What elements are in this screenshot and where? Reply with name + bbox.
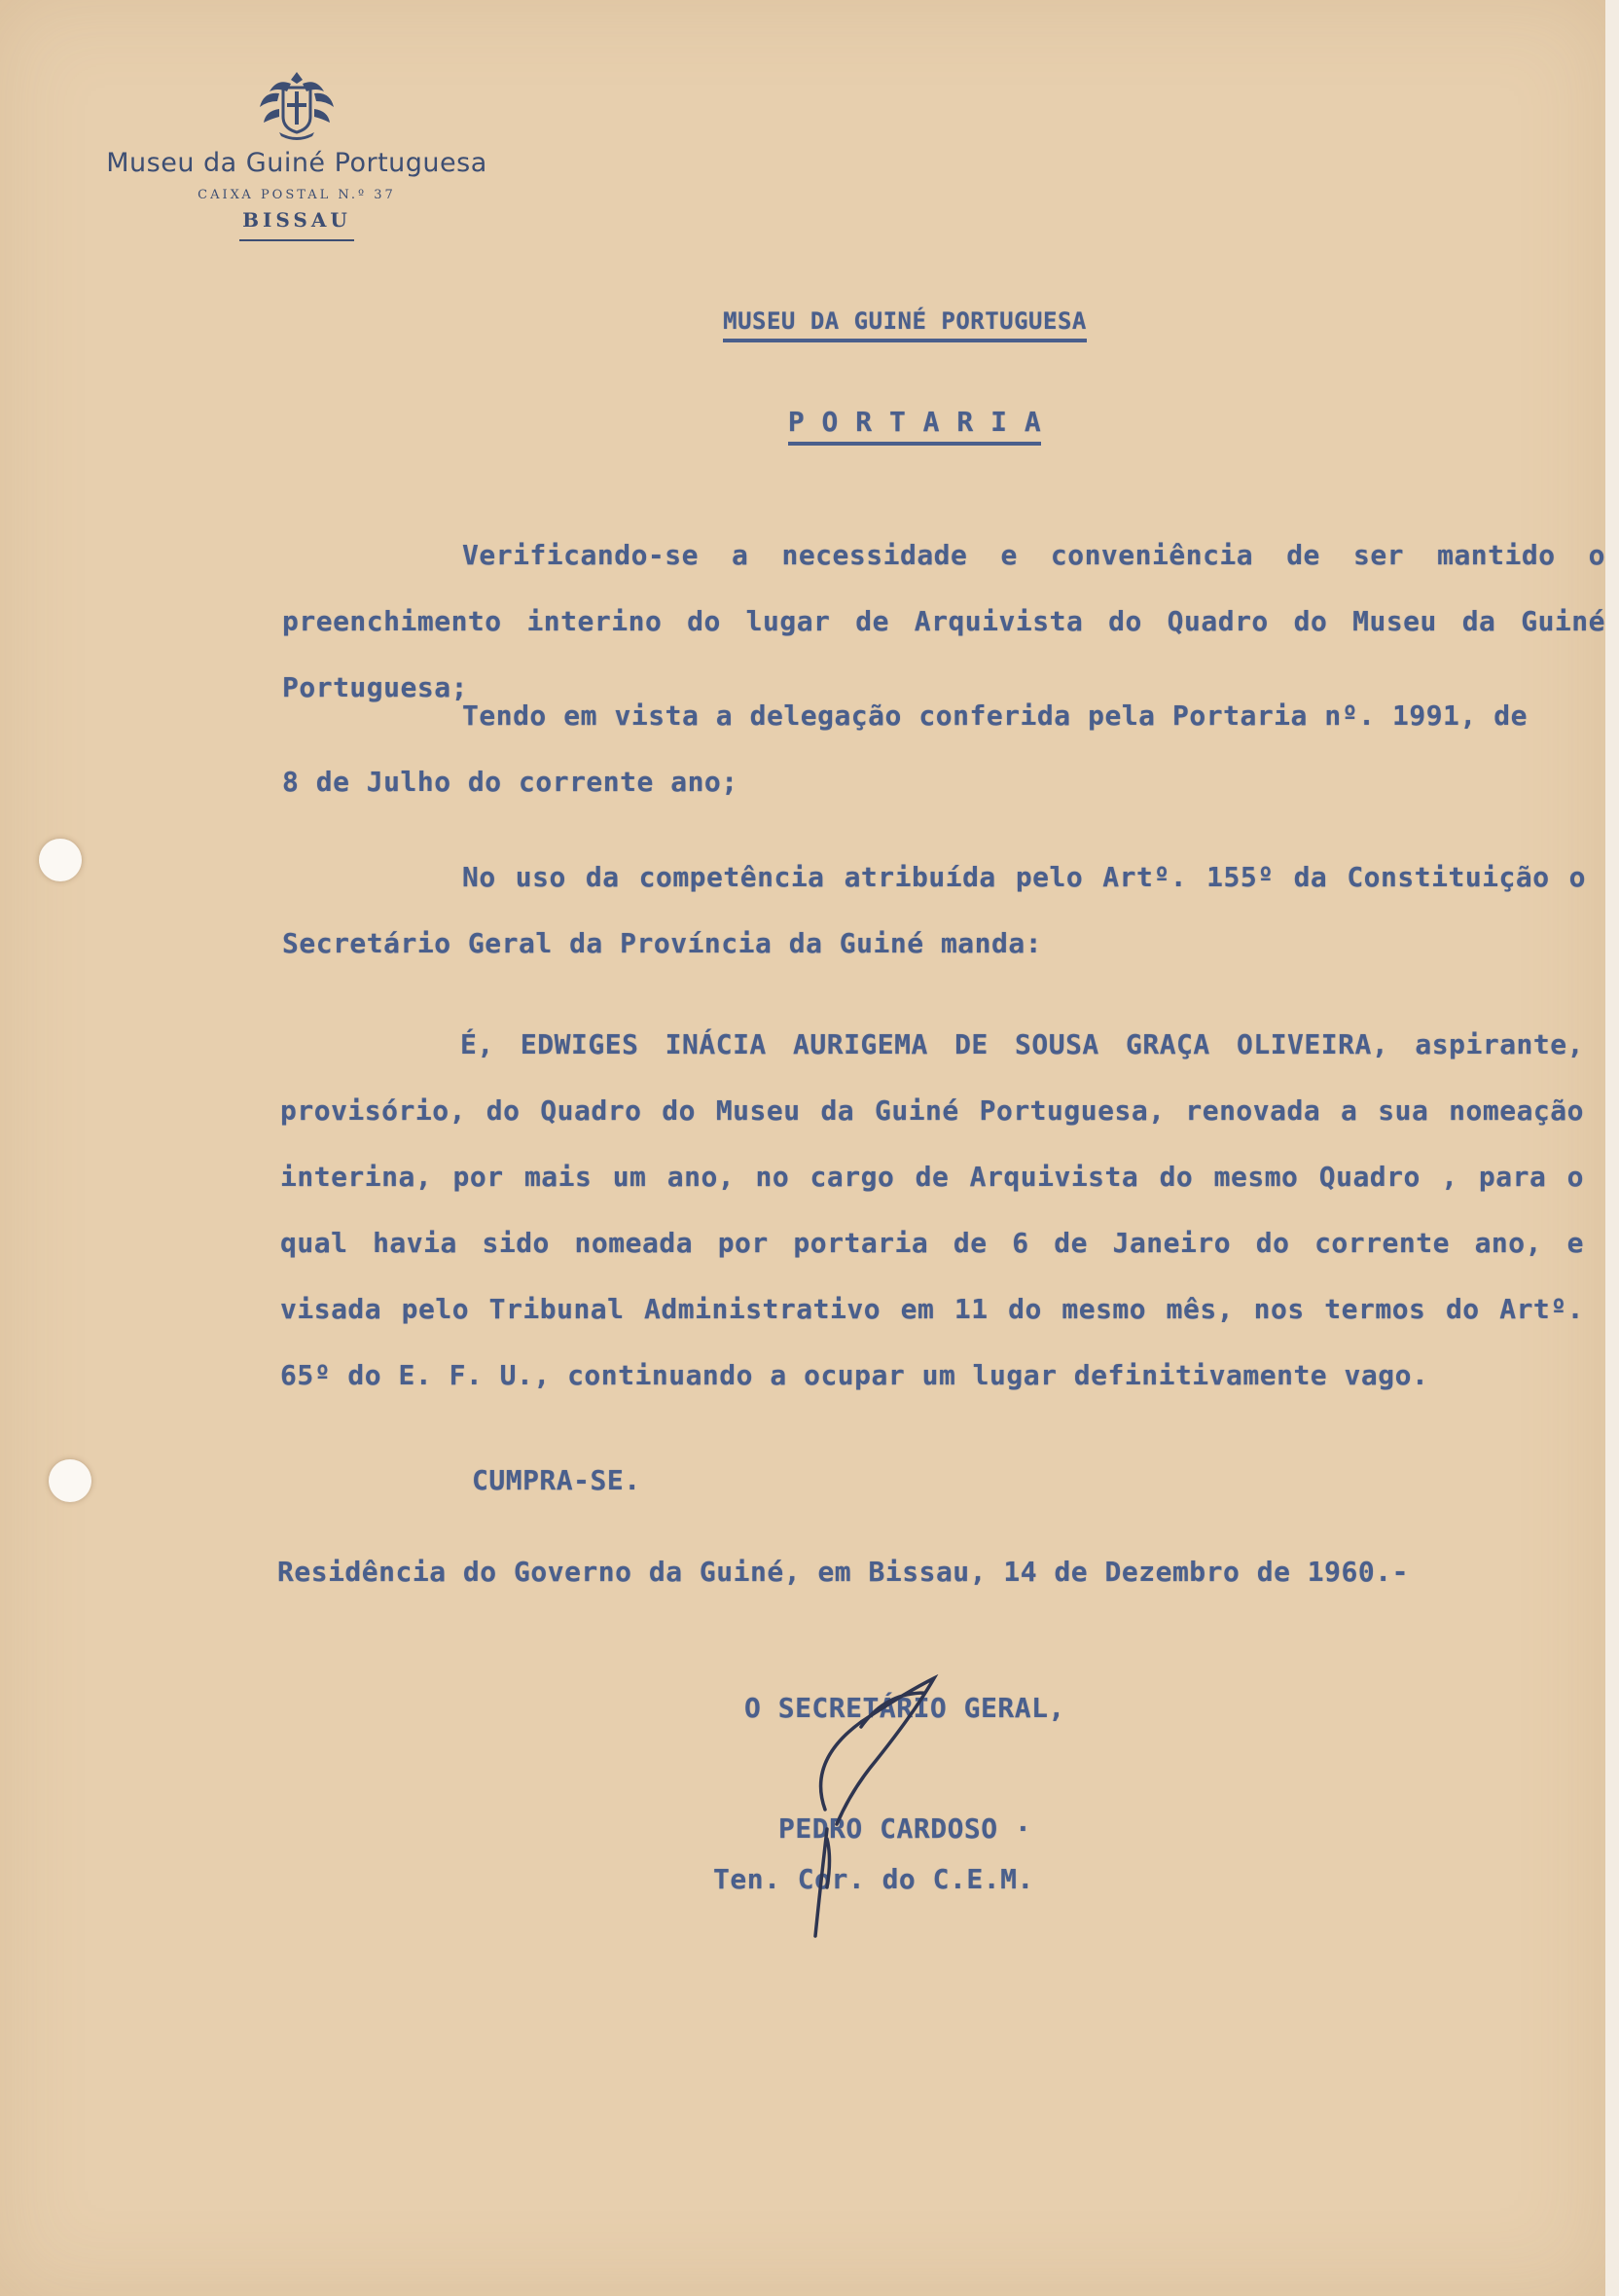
coat-of-arms-icon — [250, 68, 343, 142]
document-header — [564, 288, 1245, 354]
signatory-name: PEDRO CARDOSO · — [778, 1812, 1032, 1845]
signatory-rank: Ten. Cor. do C.E.M. — [713, 1863, 1034, 1895]
title-text: P O R T A R I A — [788, 406, 1041, 446]
letterhead-divider — [239, 239, 354, 241]
letterhead — [68, 68, 525, 241]
closing: CUMPRA-SE. — [472, 1464, 641, 1496]
place-date: Residência do Governo da Guiné, em Bissau, 14 de Dezembro de 1960.- — [277, 1556, 1409, 1588]
document-title — [623, 389, 1206, 455]
punch-hole-bottom — [49, 1459, 91, 1502]
header-text: MUSEU DA GUINÉ PORTUGUESA — [723, 307, 1087, 342]
paragraph-1: Verificando-se a necessidade e conveniência de ser mantido o preenchimento interino do lugar de Arquivista do Quadro do Museu da Guiné Portuguesa; — [282, 539, 1605, 703]
paragraph-2: Tendo em vista a delegação conferida pela Portaria nº. 1991, de 8 de Julho do corrente ano; — [282, 700, 1528, 798]
paragraph-4: É, EDWIGES INÁCIA AURIGEMA DE SOUSA GRAÇA OLIVEIRA, aspirante, provisório, do Quadro do Museu da Guiné Portuguesa, renovada a sua nomeação interina, por mais um ano, no cargo de Arquivista do mesmo Quadro , para o qual havia sido nomeada por portaria de 6 de Janeiro do corrente ano, e visada pelo Tribunal Administrativo em 11 do mesmo mês, nos termos do Artº. 65º do E. F. U., continuando a ocupar um lugar definitivamente vago. — [280, 1028, 1584, 1391]
page-edge — [1605, 0, 1619, 2296]
institution-name: Museu da Guiné Portuguesa — [106, 148, 487, 178]
city: BISSAU — [242, 208, 351, 232]
paragraph-3: No uso da competência atribuída pelo Artº. 155º da Constituição o Secretário Geral da Província da Guiné manda: — [282, 861, 1586, 959]
punch-hole-top — [39, 839, 82, 881]
handwritten-signature — [769, 1654, 1022, 1946]
signatory-title: O SECRETÁRIO GERAL, — [744, 1692, 1065, 1724]
postal-box: CAIXA POSTAL N.º 37 — [198, 188, 396, 202]
